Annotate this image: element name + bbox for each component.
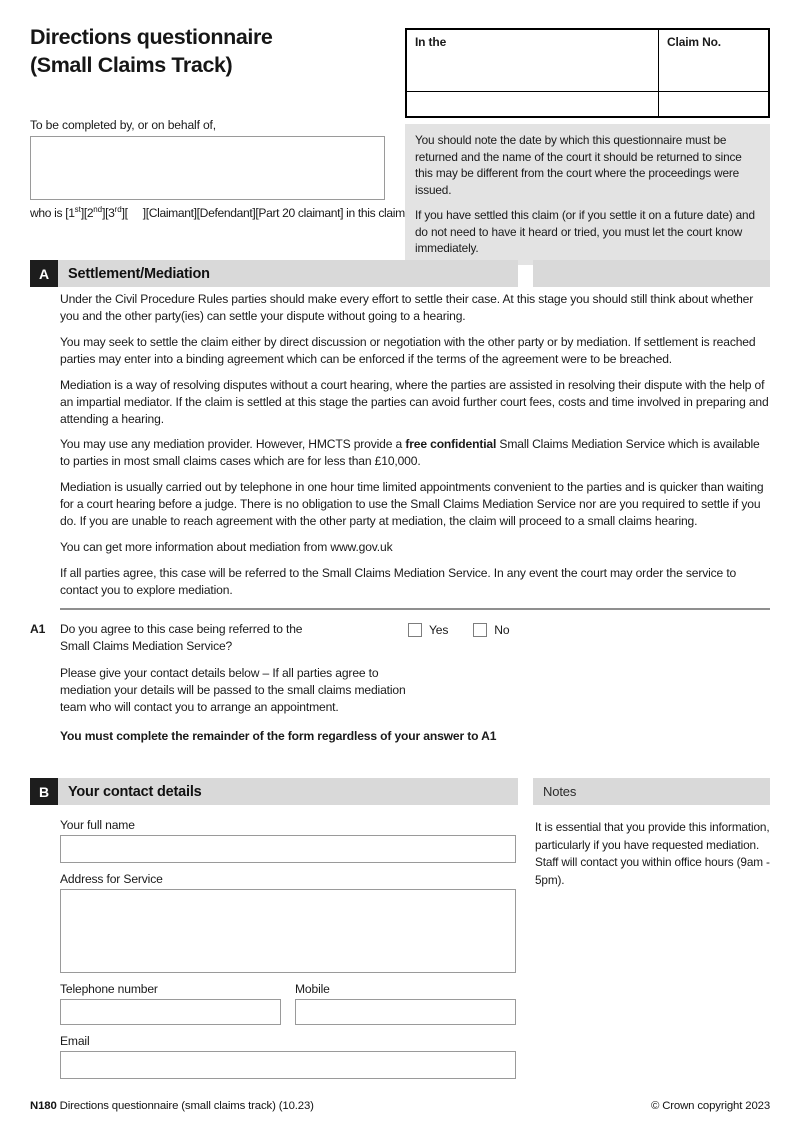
footer-left (30, 1100, 314, 1112)
mobile-input[interactable] (295, 999, 516, 1025)
footer-left-text: Directions questionnaire (small claims track) (10.23) (56, 1100, 314, 1112)
section-b-fields (60, 818, 516, 1079)
no-label: No (494, 622, 510, 637)
hmcts-text-pre: You may use any mediation provider. However, HMCTS provide a (60, 437, 406, 452)
who-is-sup1: st (74, 205, 81, 214)
telephone-input[interactable] (60, 999, 281, 1025)
section-a-letter: A (30, 260, 58, 287)
section-a-paragraph-6: You can get more information about mediation from www.gov.uk (60, 540, 393, 555)
question-a1-line2: Small Claims Mediation Service? (60, 638, 233, 653)
completed-by-input[interactable] (30, 136, 385, 200)
a1-contact-note: Please give your contact details below – If all parties agree to mediation your details will be passed to the small claims mediation team who will contact you to arrange an appointment. (60, 665, 406, 714)
who-is-seg1: who is [1 (30, 206, 75, 221)
free-confidential-bold: free confidential (405, 437, 497, 452)
in-the-label: In the (415, 35, 447, 49)
mobile-field (295, 982, 516, 1025)
email-input[interactable] (60, 1051, 516, 1079)
return-info-box (405, 124, 770, 265)
section-b-header (30, 778, 518, 805)
header-right-cluster (405, 28, 770, 265)
section-b-letter: B (30, 778, 58, 805)
who-is-seg2: ][2 (80, 206, 94, 221)
in-the-extra-cell[interactable] (407, 92, 659, 116)
divider-line (60, 608, 770, 610)
copyright: © Crown copyright 2023 (650, 1100, 770, 1112)
a1-bold-note: You must complete the remainder of the form regardless of your answer to A1 (60, 729, 497, 744)
who-is-line (30, 205, 405, 221)
page-title (30, 24, 272, 79)
notes-header-bar (533, 778, 770, 805)
who-is-seg4: ][ ][Claimant][Defendant][Part 20 claimant] in this claim (121, 206, 405, 221)
page-title-line2: (Small Claims Track) (30, 52, 233, 77)
question-a1-number: A1 (30, 621, 46, 636)
question-a1-line1: Do you agree to this case being referred to the (60, 621, 303, 636)
form-code: N180 (30, 1100, 57, 1112)
claim-no-extra-cell[interactable] (659, 92, 768, 116)
section-a-header (30, 260, 518, 287)
mobile-label: Mobile (295, 982, 330, 996)
section-a-paragraph-1: Under the Civil Procedure Rules parties should make every effort to settle their case. At this stage you should still think about whether you and the other party(ies) can settle your dispute without going to a hearing. (60, 292, 754, 323)
telephone-field (60, 982, 281, 1025)
page-title-line1: Directions questionnaire (30, 25, 273, 49)
section-a-title: Settlement/Mediation (68, 265, 210, 282)
section-b-title: Your contact details (68, 783, 202, 800)
notes-text: It is essential that you provide this information, particularly if you have requested mediation. Staff will contact you within office hours (9am - 5pm). (535, 820, 770, 888)
full-name-input[interactable] (60, 835, 516, 863)
return-info-para-1: You should note the date by which this questionnaire must be returned and the name of the court it should be returned to since this may be different from the court where the proceedings were issued. (415, 133, 742, 197)
section-a-paragraph-7: If all parties agree, this case will be referred to the Small Claims Mediation Service. In any event the court may order the service to contact you to explore mediation. (60, 565, 737, 597)
section-a-side-box (533, 260, 770, 287)
full-name-label: Your full name (60, 818, 135, 832)
section-a-body (30, 291, 770, 754)
who-is-sup3: rd (114, 205, 122, 214)
hmcts-text-post: Small Claims Mediation Service which is available to parties in most small claims cases which are for less than £10,000. (60, 437, 760, 469)
return-info-para-2: If you have settled this claim (or if you settle it on a future date) and do not need to have it heard or tried, you must let the court know immediately. (415, 208, 755, 256)
phone-row (60, 982, 516, 1025)
claim-no-label: Claim No. (667, 35, 721, 49)
who-is-sup2: nd (93, 205, 103, 214)
notes-title: Notes (543, 784, 577, 799)
address-label: Address for Service (60, 872, 163, 886)
claim-no-cell[interactable] (659, 30, 768, 92)
footer (30, 1100, 770, 1112)
section-a-paragraph-2: You may seek to settle the claim either by direct discussion or negotiation with the other party or by mediation. If settlement is reached parties may enter into a binding agreement which can be enforced if the terms of the agreement were to be breached. (60, 334, 756, 366)
in-the-cell[interactable] (407, 30, 659, 92)
who-is-seg3: ][3 (102, 206, 115, 221)
address-input[interactable] (60, 889, 516, 973)
no-checkbox[interactable] (473, 623, 487, 637)
section-a-paragraph-5: Mediation is usually carried out by telephone in one hour time limited appointments convenient to the parties and is quicker than waiting for a court hearing before a judge. There is no obligation to use the Small Claims Mediation Service nor are you required to settle if you do. If you are unable to reach agreement with the other party at mediation, the claim will proceed to a small claims hearing. (60, 480, 764, 529)
question-a1 (30, 621, 770, 655)
section-a-paragraph-3: Mediation is a way of resolving disputes without a court hearing, where the parties are assisted in resolving their dispute with the help of an impartial mediator. If the claim is settled at this stage the parties can avoid further court fees, costs and time involved in preparing and attending a hearing. (60, 377, 769, 426)
section-a-paragraph-4 (60, 436, 770, 470)
completed-by-block (30, 118, 405, 221)
telephone-label: Telephone number (60, 982, 158, 996)
email-label: Email (60, 1034, 90, 1048)
yes-no-options (408, 622, 509, 639)
completed-by-label: To be completed by, or on behalf of, (30, 118, 216, 132)
yes-checkbox[interactable] (408, 623, 422, 637)
court-claim-table (405, 28, 770, 118)
yes-label: Yes (429, 622, 449, 637)
